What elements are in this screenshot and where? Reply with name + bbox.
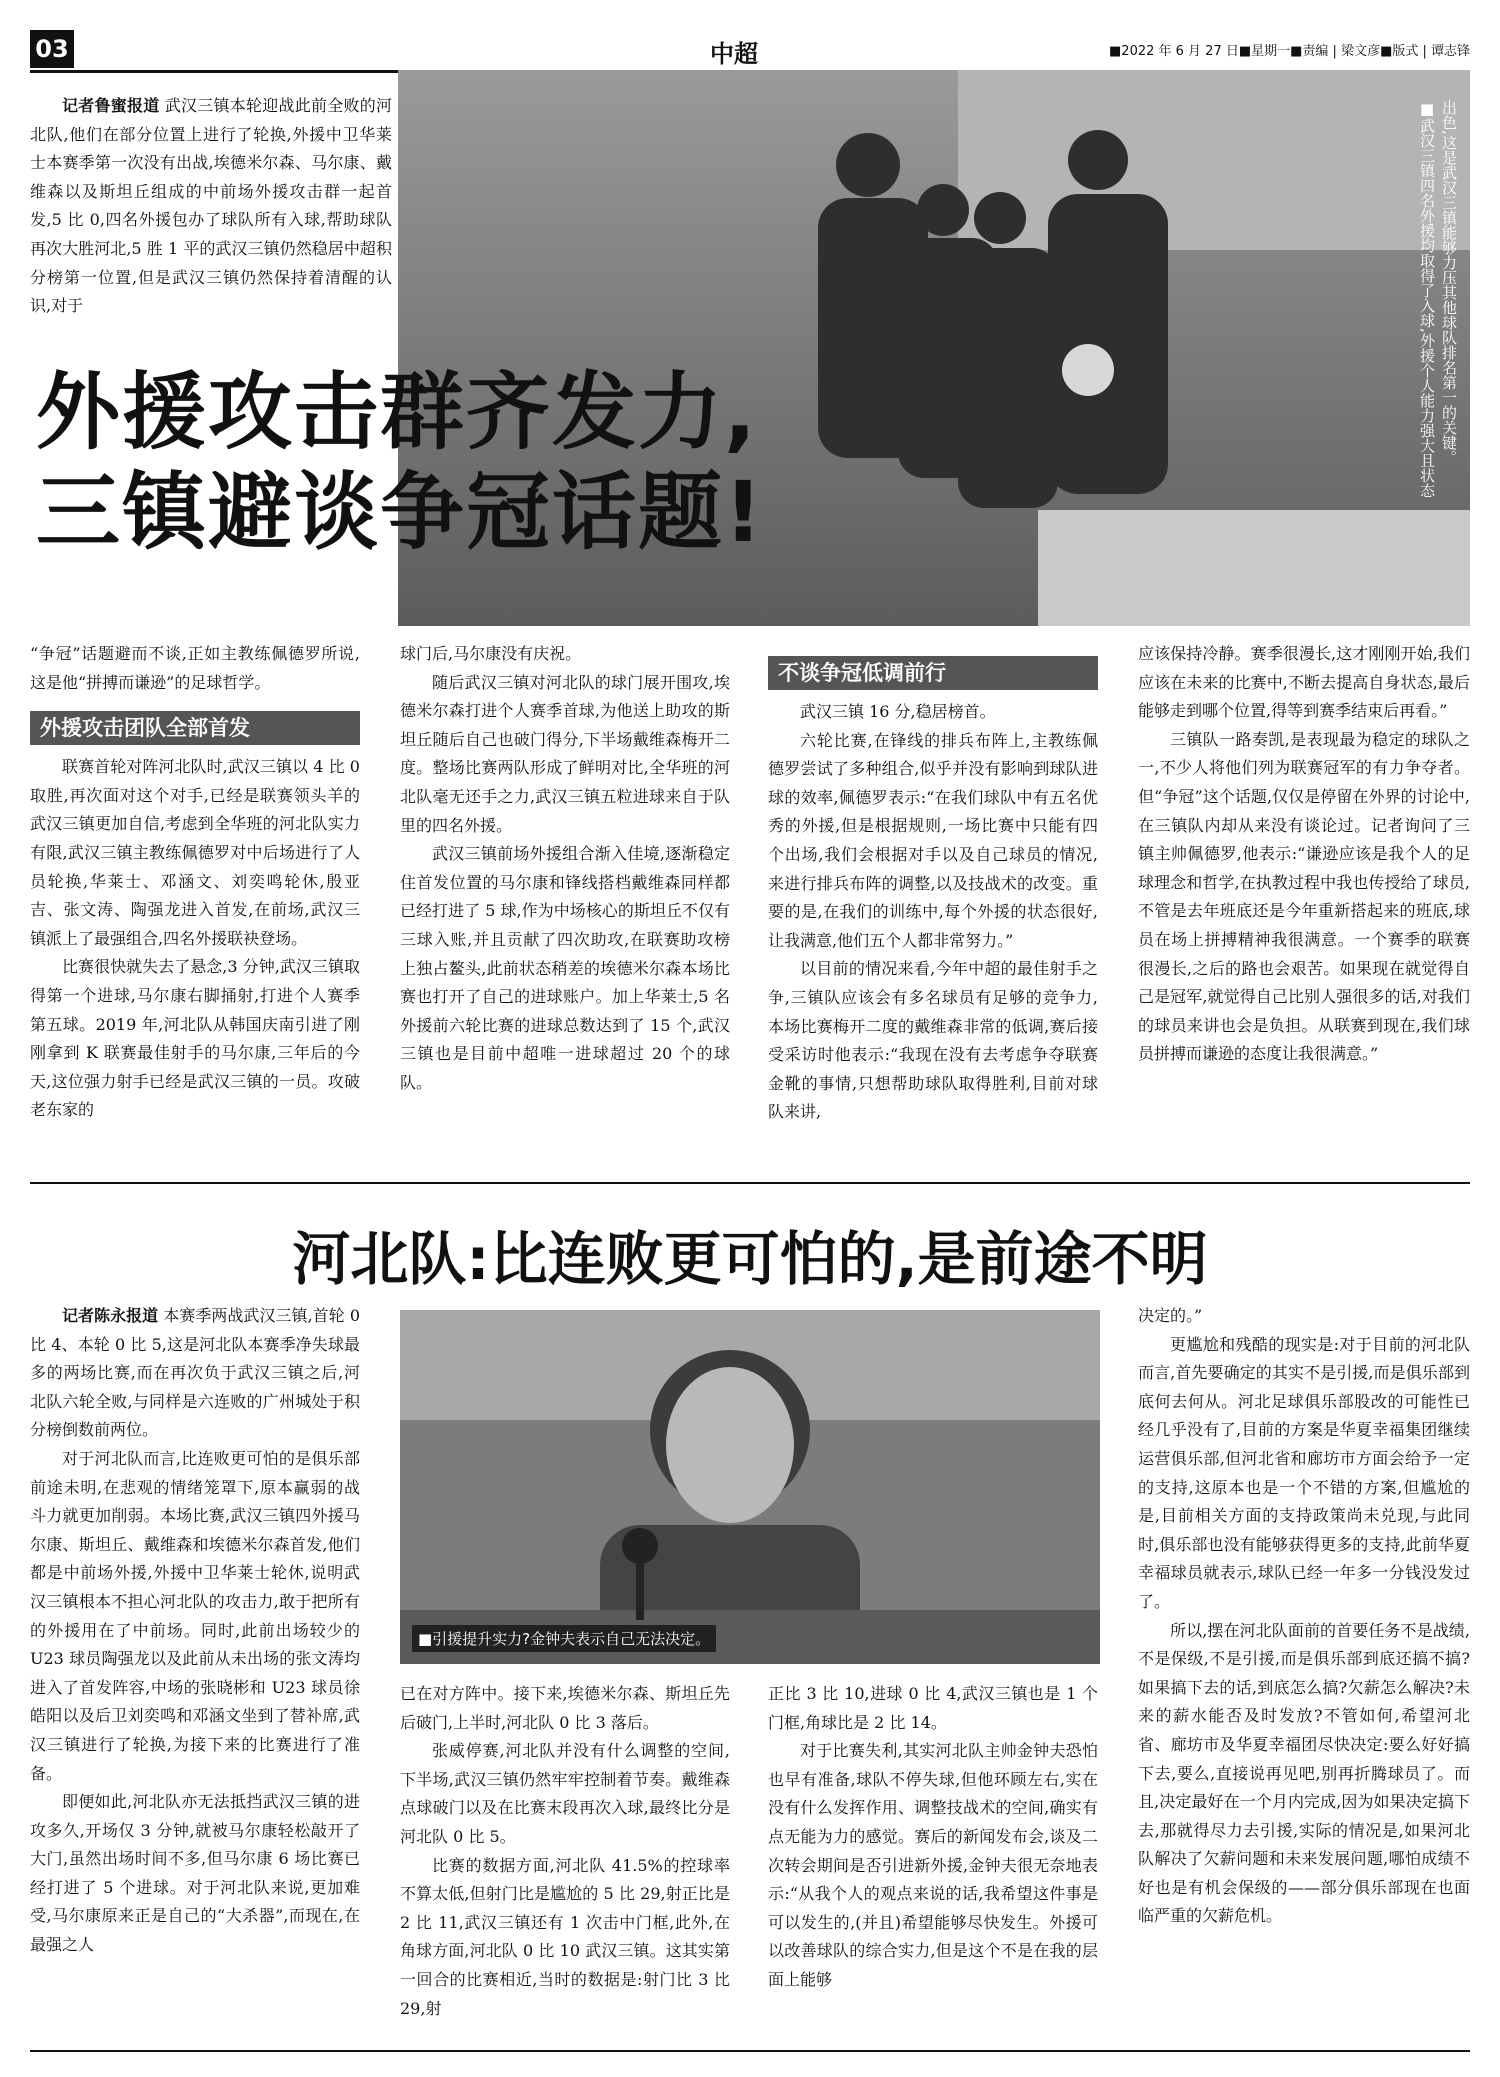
article1-headline-line2: 三镇避谈争冠话题!	[36, 463, 765, 561]
article2-photo-caption: ■引援提升实力?金钟夫表示自己无法决定。	[412, 1625, 716, 1652]
section-name: 中超	[710, 40, 758, 68]
article2-byline: 记者陈永报道	[62, 1306, 159, 1325]
article1-col3: 不谈争冠低调前行 武汉三镇 16 分,稳居榜首。 六轮比赛,在锋线的排兵布阵上,主教练佩德罗尝试了多种组合,似乎并没有影响到球队进球的效率,佩德罗表示:“在我们球队中有五名优秀的外援,但是根据规则,一场比赛中只能有四个出场,我们会根据对手以及自己球员的情况,来进行排兵布阵的调整,以及技战术的改变。重要的是,在我们的训练中,每个外援的状态很好,让我满意,他们五个人都非常努力。” 以目前的情况来看,今年中超的最佳射手之争,三镇队应该会有多名球员有足够的竞争力,本场比赛梅开二度的戴维森非常的低调,赛后接受采访时他表示:“我现在没有去考虑争夺联赛金靴的事情,只想帮助球队取得胜利,目前对球队来讲,	[768, 656, 1098, 1127]
footer-rule	[30, 2050, 1470, 2052]
article1-headline-line1: 外援攻击群齐发力,	[36, 363, 758, 461]
article1-subhead1: 外援攻击团队全部首发	[30, 711, 360, 745]
article1-col1: “争冠”话题避而不谈,正如主教练佩德罗所说,这是他“拼搏而谦逊”的足球哲学。 外援攻击团队全部首发 联赛首轮对阵河北队时,武汉三镇以 4 比 0 取胜,再次面对这个对手,已经是联赛领头羊的武汉三镇更加自信,考虑到全华班的河北队实力有限,武汉三镇主教练佩德罗对中后场进行了人员轮换,华莱士、邓涵文、刘奕鸣轮休,殷亚吉、张文涛、陶强龙进入首发,在前场,武汉三镇派上了最强组合,四名外援联袂登场。 比赛很快就失去了悬念,3 分钟,武汉三镇取得第一个进球,马尔康右脚捅射,打进个人赛季第五球。2019 年,河北队从韩国庆南引进了刚刚拿到 K 联赛最佳射手的马尔康,三年后的今天,这位强力射手已经是武汉三镇的一员。攻破老东家的	[30, 644, 360, 1120]
article2-photo	[400, 1310, 1100, 1664]
page-number: 03	[30, 30, 74, 68]
article1-photo-caption: 出色,这是武汉三镇能够力压其他球队排名第一的关键。 ■武汉三镇四名外援均取得了入球,外援个人能力强大且状态	[1418, 100, 1458, 498]
article-divider	[30, 1182, 1470, 1184]
article1-lead-text: 武汉三镇本轮迎战此前全败的河北队,他们在部分位置上进行了轮换,外援中卫华莱士本赛季第一次没有出战,埃德米尔森、马尔康、戴维森以及斯坦丘组成的中前场外援攻击群一起首发,5 比 0,四名外援包办了球队所有入球,帮助球队再次大胜河北,5 胜 1 平的武汉三镇仍然稳居中超积分榜第一位置,但是武汉三镇仍然保持着清醒的认识,对于	[30, 96, 392, 316]
article1-byline: 记者鲁蜜报道	[62, 96, 160, 115]
article2-col3: 正比 3 比 10,进球 0 比 4,武汉三镇也是 1 个门框,角球比是 2 比 14。 对于比赛失利,其实河北队主帅金钟夫恐怕也早有准备,球队不停失球,但他环顾左右,实在没有什么发挥作用、调整技战术的空间,确实有点无能为力的感觉。赛后的新闻发布会,谈及二次转会期间是否引进新外援,金钟夫很无奈地表示:“从我个人的观点来说的话,我希望这件事是可以发生的,(并且)希望能够尽快发生。外援可以改善球队的综合实力,但是这个不是在我的层面上能够	[768, 1684, 1098, 1989]
article1-col4: 应该保持冷静。赛季很漫长,这才刚刚开始,我们应该在未来的比赛中,不断去提高自身状态,最后能够走到哪个位置,得等到赛季结束后再看。” 三镇队一路奏凯,是表现最为稳定的球队之一,不少人将他们列为联赛冠军的有力争夺者。但“争冠”这个话题,仅仅是停留在外界的讨论中,在三镇队内却从来没有谈论过。记者询问了三镇主帅佩德罗,他表示:“谦逊应该是我个人的足球理念和哲学,在执教过程中我也传授给了球员,不管是去年班底还是今年重新搭起来的班底,球员在场上拼搏精神我很满意。一个赛季的联赛很漫长,之后的路也会艰苦。如果现在就觉得自己是冠军,就觉得自己比别人强很多的话,对我们的球员来讲也会是负担。从联赛到现在,我们球员拼搏而谦逊的态度让我很满意。”	[1138, 644, 1470, 1064]
article2-col1: 记者陈永报道 本赛季两战武汉三镇,首轮 0 比 4、本轮 0 比 5,这是河北队本赛季净失球最多的两场比赛,而在再次负于武汉三镇之后,河北队六轮全败,与同样是六连败的广州城处于积分榜倒数前两位。 对于河北队而言,比连败更可怕的是俱乐部前途未明,在悲观的情绪笼罩下,原本赢弱的战斗力就更加削弱。本场比赛,武汉三镇四外援马尔康、斯坦丘、戴维森和埃德米尔森首发,他们都是中前场外援,外援中卫华莱士轮休,说明武汉三镇根本不担心河北队的攻击力,敢于把所有的外援用在了中前场。同时,此前出场较少的 U23 球员陶强龙以及此前从未出场的张文涛均进入了首发阵容,中场的张晓彬和 U23 球员徐皓阳以及后卫刘奕鸣和邓涵文坐到了替补席,武汉三镇进行了轮换,为接下来的比赛进行了准备。 即便如此,河北队亦无法抵挡武汉三镇的进攻多久,开场仅 3 分钟,就被马尔康轻松敲开了大门,虽然出场时间不多,但马尔康 6 场比赛已经打进了 5 个进球。对于河北队来说,更加难受,马尔康原来正是自己的“大杀器”,而现在,在最强之人	[30, 1306, 360, 1955]
article1-lead	[30, 92, 392, 321]
article1-headline	[36, 362, 1076, 562]
article2-col2: 已在对方阵中。接下来,埃德米尔森、斯坦丘先后破门,上半时,河北队 0 比 3 落后。 张威停赛,河北队并没有什么调整的空间,下半场,武汉三镇仍然牢牢控制着节奏。戴维森点球破门以及在比赛末段再次入球,最终比分是河北队 0 比 5。 比赛的数据方面,河北队 41.5%的控球率不算太低,但射门比是尴尬的 5 比 29,射正比是 2 比 11,武汉三镇还有 1 次击中门框,此外,在角球方面,河北队 0 比 10 武汉三镇。这其实第一回合的比赛相近,当时的数据是:射门比 3 比 29,射	[400, 1684, 730, 2018]
article1-col2: 球门后,马尔康没有庆祝。 随后武汉三镇对河北队的球门展开围攻,埃德米尔森打进个人赛季首球,为他送上助攻的斯坦丘随后自己也破门得分,下半场戴维森梅开二度。整场比赛两队形成了鲜明对比,全华班的河北队毫无还手之力,武汉三镇五粒进球来自于队里的四名外援。 武汉三镇前场外援组合渐入佳境,逐渐稳定住首发位置的马尔康和锋线搭档戴维森同样都已经打进了 5 球,作为中场核心的斯坦丘不仅有三球入账,并且贡献了四次助攻,在联赛助攻榜上独占鳌头,此前状态稍差的埃德米尔森本场比赛也打开了自己的进球账户。加上华莱士,5 名外援前六轮比赛的进球总数达到了 15 个,武汉三镇也是目前中超唯一进球超过 20 个的球队。	[400, 644, 730, 1092]
page-header	[30, 30, 1470, 70]
header-meta: ■2022 年 6 月 27 日■星期一■责编 | 梁文彦■版式 | 谭志锋	[1109, 44, 1470, 59]
article2-headline: 河北队:比连败更可怕的,是前途不明	[292, 1225, 1208, 1293]
article2-col4: 决定的。” 更尴尬和残酷的现实是:对于目前的河北队而言,首先要确定的其实不是引援,而是俱乐部到底何去何从。河北足球俱乐部股改的可能性已经几乎没有了,目前的方案是华夏幸福集团继续运营俱乐部,但河北省和廊坊市方面会给予一定的支持,这原本也是一个不错的方案,但尴尬的是,目前相关方面的支持政策尚未兑现,与此同时,俱乐部也没有能够获得更多的支持,此前华夏幸福球员就表示,球队已经一年多一分钱没发过了。 所以,摆在河北队面前的首要任务不是战绩,不是保级,不是引援,而是俱乐部到底还搞不搞?如果搞下去的话,到底怎么搞?欠薪怎么解决?未来的薪水能否及时发放?不管如何,希望河北省、廊坊市及华夏幸福团尽快决定:要么好好搞下去,要么,直接说再见吧,别再折腾球员了。而且,决定最好在一个月内完成,因为如果决定搞下去,那就得尽力去引援,实际的情况是,如果河北队解决了欠薪问题和未来发展问题,哪怕成绩不好也是有机会保级的——部分俱乐部现在也面临严重的欠薪危机。	[1138, 1306, 1470, 1926]
coach-photo-illustration	[400, 1310, 1100, 1664]
article1-subhead2: 不谈争冠低调前行	[768, 656, 1098, 690]
